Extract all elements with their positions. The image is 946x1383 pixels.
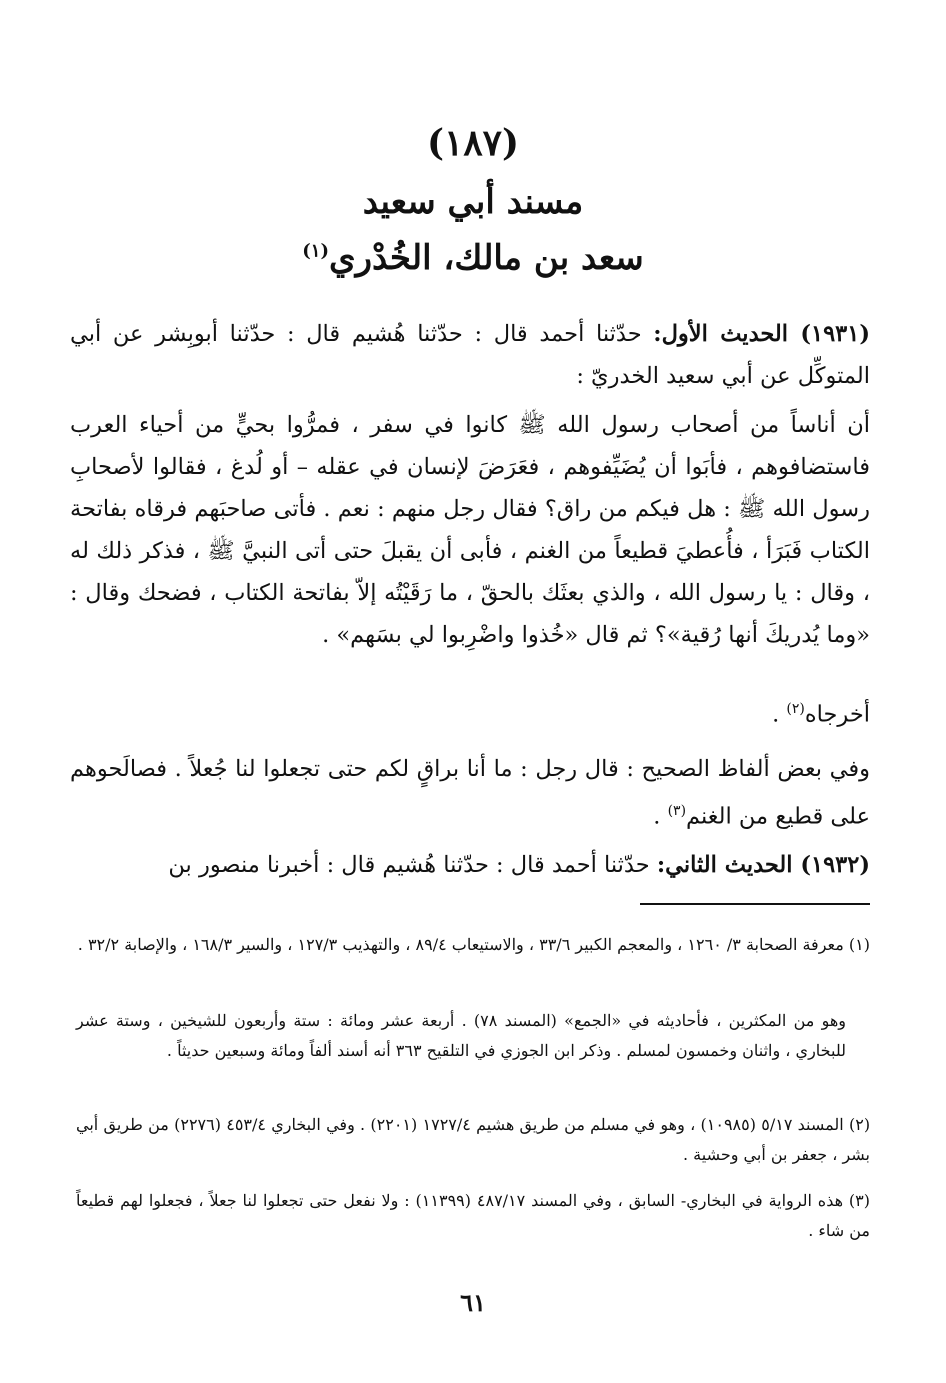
subtitle-text: سعد بن مالك، الخُدْري: [328, 238, 644, 278]
hadith-2-label: (١٩٣٢) الحديث الثاني:: [656, 852, 870, 878]
takhrij-text: أخرجاه: [804, 701, 870, 728]
footnote-ref-3: (٣): [667, 803, 687, 819]
hadith-2-isnad: [70, 844, 870, 886]
footnote-2: (٢) المسند ٥/١٧ (١٠٩٨٥) ، وهو في مسلم من طريق هشيم ١٧٢٧/٤ (٢٢٠١) . وفي البخاري ٤٥٣/٤ (٢٢٧٦) من طريق أبي بشر ، جعفر بن أبي وحشية .: [76, 1115, 871, 1164]
footnote-ref-1: (١): [302, 240, 329, 262]
hadith-2-chain: حدّثنا أحمد قال : حدّثنا هُشيم قال : أخبرنا منصور بن: [168, 852, 657, 878]
hadith-1-isnad: [70, 313, 870, 397]
chapter-title: مسند أبي سعيد: [362, 182, 584, 222]
hadith-1-label: (١٩٣١) الحديث الأول:: [653, 321, 870, 347]
footnote-3: (٣) هذه الرواية في البخاري- السابق ، وفي المسند ٤٨٧/١٧ (١١٣٩٩) : ولا نفعل حتى تجعلوا لنا جعلاً ، فجعلوا لهم قطيعاً من شاء .: [76, 1191, 870, 1240]
hadith-1-matn: أن أناساً من أصحاب رسول الله ﷺ كانوا في سفر ، فمرُّوا بحيٍّ من أحياء العرب فاستضافوهم ، فأبَوا أن يُضَيِّفوهم ، فعَرَضَ لإنسان في عقله – أو لُدغ ، فقالوا لأصحابِ رسول الله ﷺ : هل فيكم من راق؟ فقال رجل منهم : نعم . فأتى صاحبَهم فرقاه بفاتحة الكتاب فَبَرَأ ، فأُعطيَ قطيعاً من الغنم ، فأبى أن يقبلَ حتى أتى النبيَّ ﷺ ، فذكر ذلك له ، وقال : يا رسول الله ، والذي بعثَك بالحقّ ، ما رَقَيْتُه إلاّ بفاتحة الكتاب ، فضحك وقال : «وما يُدريكَ أنها رُقية»؟ ثم قال «خُذوا واضْرِبوا لي بسَهم» .: [70, 412, 870, 648]
chapter-number: (١٨٧): [426, 122, 520, 164]
footnote-1: (١) معرفة الصحابة ٣/ ١٢٦٠ ، والمعجم الكبير ٣٣/٦ ، والاستيعاب ٨٩/٤ ، والتهذيب ١٢٧/٣ ، والسير ١٦٨/٣ ، والإصابة ٣٢/٢ .: [77, 935, 870, 954]
footnote-ref-2: (٢): [786, 701, 805, 717]
chapter-subtitle: [0, 238, 946, 278]
variant-text: وفي بعض ألفاظ الصحيح : قال رجل : ما أنا براقٍ لكم حتى تجعلوا لنا جُعلاً . فصالَحوهم على قطيع من الغنم: [70, 756, 870, 830]
hadith-1-variant: [70, 748, 870, 838]
hadith-1-chain: حدّثنا أحمد قال : حدّثنا هُشيم قال : حدّثنا أبوبِشر عن أبي المتوكِّل عن أبي سعيد الخدريّ :: [70, 321, 870, 389]
hadith-1-takhrij: [70, 688, 870, 736]
page-number: ٦١: [460, 1288, 486, 1317]
variant-end: .: [653, 803, 668, 830]
footnote-separator: [640, 903, 870, 905]
footnote-1-continued: وهو من المكثرين ، فأحاديثه في «الجمع» (المسند ٧٨) . أربعة عشر ومائة : ستة وأربعون للشيخين ، وستة عشر للبخاري ، واثنان وخمسون لمسلم . وذكر ابن الجوزي في التلقيح ٣٦٣ أنه أسند ألفاً ومائة وسبعين حديثاً .: [76, 1011, 847, 1060]
takhrij-end: .: [772, 701, 787, 728]
